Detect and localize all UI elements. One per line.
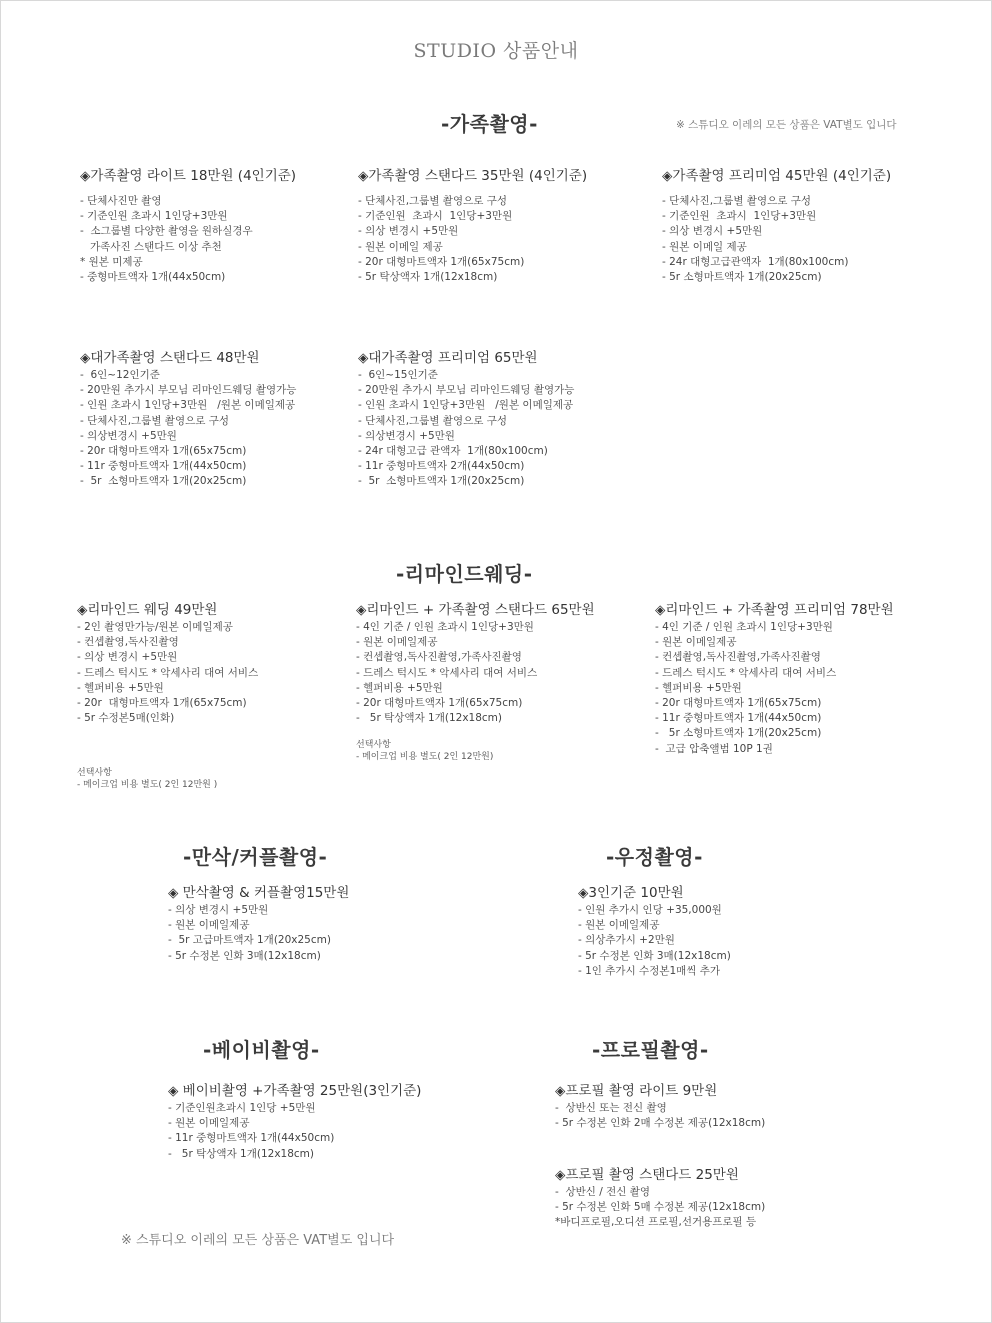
detail-line: - 기준인원 초과시 1인당+3만원 bbox=[80, 210, 228, 223]
section-title-profile: -프로필촬영- bbox=[592, 1038, 709, 1062]
product-profile-light bbox=[555, 1081, 765, 1131]
product-remind-family-premium bbox=[655, 600, 894, 757]
detail-line: - 20r 대형마트액자 1개(65x75cm) bbox=[77, 697, 247, 710]
product-title: ◈프로필 촬영 라이트 9만원 bbox=[555, 1083, 718, 1099]
product-details bbox=[168, 903, 349, 964]
detail-line: - 상반신 / 전신 촬영 bbox=[555, 1186, 651, 1198]
detail-line: - 20만원 추가시 부모님 리마인드웨딩 촬영가능 bbox=[80, 384, 297, 397]
product-title: ◈가족촬영 프리미엄 45만원 (4인기준) bbox=[662, 168, 892, 184]
detail-line: - 5r 수정본 인화 3매(12x18cm) bbox=[578, 949, 731, 962]
detail-line: *바디프로필,오디션 프로필,선거용프로필 등 bbox=[555, 1216, 757, 1229]
detail-line: - 4인 기준 / 인원 초과시 1인당+3만원 bbox=[655, 621, 833, 633]
detail-line: - 20r 대형마트액자 1개(65x75cm) bbox=[358, 255, 525, 268]
detail-line: - 4인 기준 / 인원 초과시 1인당+3만원 bbox=[356, 621, 534, 633]
section-title-friendship: -우정촬영- bbox=[606, 845, 703, 869]
detail-line: - 11r 중형마트액자 2개(44x50cm) bbox=[358, 460, 525, 473]
product-family-premium bbox=[662, 166, 891, 285]
detail-line: - 중형마트액자 1개(44x50cm) bbox=[80, 271, 226, 284]
detail-line: - 헬퍼비용 +5만원 bbox=[77, 681, 164, 694]
product-family-light bbox=[80, 166, 296, 285]
option-label: 선택사항 bbox=[77, 768, 112, 778]
detail-line: - 의상변경시 +5만원 bbox=[358, 429, 455, 442]
product-friendship bbox=[578, 883, 731, 979]
detail-line: - 5r 고급마트액자 1개(20x25cm) bbox=[168, 934, 331, 947]
detail-line: - 단체사진,그룹별 촬영으로 구성 bbox=[358, 195, 507, 207]
detail-line: - 인원 추가시 인당 +35,000원 bbox=[578, 904, 722, 916]
detail-line: - 컨셉촬영,독사진촬영,가족사진촬영 bbox=[655, 651, 821, 664]
detail-line: - 컨셉촬영,독사진촬영 bbox=[77, 636, 179, 649]
product-title: ◈리마인드 + 가족촬영 프리미엄 78만원 bbox=[655, 602, 894, 618]
detail-line: - 단체사진만 촬영 bbox=[80, 195, 162, 207]
product-details bbox=[358, 194, 587, 285]
detail-line: - 2인 촬영만가능/원본 이메일제공 bbox=[77, 621, 233, 633]
detail-line: - 드레스 턱시도 * 악세사리 대여 서비스 bbox=[77, 666, 259, 679]
option-label: 선택사항 bbox=[356, 740, 391, 750]
product-title: ◈ 베이비촬영 +가족촬영 25만원(3인기준) bbox=[168, 1083, 422, 1099]
product-title: ◈리마인드 웨딩 49만원 bbox=[77, 602, 218, 618]
detail-line: - 원본 이메일제공 bbox=[655, 636, 737, 649]
detail-line: - 5r 수정본5매(인화) bbox=[77, 712, 175, 725]
detail-line: - 의상추가시 +2만원 bbox=[578, 934, 675, 947]
detail-line: - 인원 초과시 1인당+3만원 /원본 이메일제공 bbox=[358, 399, 574, 412]
product-details bbox=[555, 1185, 765, 1231]
detail-line: - 컨셉촬영,독사진촬영,가족사진촬영 bbox=[356, 651, 522, 664]
detail-line: - 의상 변경시 +5만원 bbox=[662, 225, 763, 238]
product-details bbox=[358, 368, 574, 490]
detail-line: - 24r 대형고급 관액자 1개(80x100cm) bbox=[358, 445, 548, 458]
detail-line: - 24r 대형고급관액자 1개(80x100cm) bbox=[662, 255, 849, 268]
detail-line: - 의상변경시 +5만원 bbox=[80, 429, 177, 442]
option-note-remind-family bbox=[356, 739, 493, 763]
product-baby bbox=[168, 1081, 421, 1162]
detail-line: - 원본 이메일제공 bbox=[168, 919, 250, 932]
detail-line: - 드레스 턱시도 * 악세사리 대여 서비스 bbox=[655, 666, 837, 679]
detail-line: - 20r 대형마트액자 1개(65x75cm) bbox=[80, 445, 247, 458]
detail-line: - 의상 변경시 +5만원 bbox=[168, 904, 269, 916]
detail-line: - 단체사진,그룹별 촬영으로 구성 bbox=[80, 414, 229, 427]
detail-line: - 소그룹별 다양한 촬영을 원하실경우 bbox=[80, 225, 253, 238]
product-big-family-standard bbox=[80, 348, 296, 490]
section-title-couple: -만삭/커플촬영- bbox=[183, 845, 328, 869]
detail-line: - 5r 소형마트액자 1개(20x25cm) bbox=[358, 475, 525, 488]
option-text: - 메이크업 비용 별도( 2인 12만원 ) bbox=[77, 780, 218, 790]
detail-line: - 원본 이메일 제공 bbox=[662, 240, 747, 253]
detail-line: - 11r 중형마트액자 1개(44x50cm) bbox=[655, 712, 822, 725]
detail-line: - 헬퍼비용 +5만원 bbox=[655, 681, 742, 694]
detail-line: - 1인 추가시 수정본1매씩 추가 bbox=[578, 964, 721, 977]
detail-line: - 5r 탁상액자 1개(12x18cm) bbox=[356, 712, 502, 725]
product-title: ◈3인기준 10만원 bbox=[578, 885, 684, 901]
product-title: ◈가족촬영 라이트 18만원 (4인기준) bbox=[80, 168, 297, 184]
detail-line: - 단체사진,그룹별 촬영으로 구성 bbox=[358, 414, 507, 427]
detail-line: - 고급 압축앨범 10P 1권 bbox=[655, 742, 773, 755]
detail-line: - 인원 초과시 1인당+3만원 /원본 이메일제공 bbox=[80, 399, 296, 412]
detail-line: 가족사진 스탠다드 이상 추천 bbox=[80, 240, 222, 253]
product-details bbox=[80, 368, 296, 490]
section-title-family: -가족촬영- bbox=[441, 112, 538, 136]
page-title: STUDIO 상품안내 bbox=[413, 40, 579, 62]
detail-line: - 6인~15인기준 bbox=[358, 369, 438, 381]
product-remind-family-standard bbox=[356, 600, 595, 726]
detail-line: - 5r 소형마트액자 1개(20x25cm) bbox=[655, 727, 822, 740]
detail-line: - 20r 대형마트액자 1개(65x75cm) bbox=[356, 697, 523, 710]
product-title: ◈대가족촬영 스탠다드 48만원 bbox=[80, 350, 260, 366]
detail-line: - 5r 수정본 인화 3매(12x18cm) bbox=[168, 949, 321, 962]
product-details bbox=[80, 194, 296, 285]
product-big-family-premium bbox=[358, 348, 574, 490]
product-title: ◈대가족촬영 프리미엄 65만원 bbox=[358, 350, 538, 366]
product-family-standard bbox=[358, 166, 587, 285]
product-details bbox=[356, 620, 595, 726]
product-details bbox=[77, 620, 258, 726]
detail-line: - 단체사진,그룹별 촬영으로 구성 bbox=[662, 195, 811, 207]
product-title: ◈ 만삭촬영 & 커플촬영15만원 bbox=[168, 885, 350, 901]
section-title-baby: -베이비촬영- bbox=[203, 1038, 320, 1062]
section-title-remind: -리마인드웨딩- bbox=[396, 562, 533, 586]
detail-line: - 5r 소형마트액자 1개(20x25cm) bbox=[662, 271, 822, 284]
detail-line: - 5r 탁상액자 1개(12x18cm) bbox=[358, 271, 498, 284]
option-note-remind-wedding bbox=[77, 767, 217, 791]
detail-line: * 원본 미제공 bbox=[80, 255, 143, 268]
vat-note-top: ※ 스튜디오 이레의 모든 상품은 VAT별도 입니다 bbox=[676, 119, 897, 131]
detail-line: - 원본 이메일제공 bbox=[356, 636, 438, 649]
vat-note-bottom: ※ 스튜디오 이레의 모든 상품은 VAT별도 입니다 bbox=[121, 1233, 395, 1248]
detail-line: - 20만원 추가시 부모님 리마인드웨딩 촬영가능 bbox=[358, 384, 575, 397]
detail-line: - 5r 수정본 인화 2매 수정본 제공(12x18cm) bbox=[555, 1117, 766, 1130]
detail-line: - 헬퍼비용 +5만원 bbox=[356, 681, 443, 694]
detail-line: - 6인~12인기준 bbox=[80, 369, 160, 381]
product-details bbox=[168, 1101, 421, 1162]
detail-line: - 원본 이메일 제공 bbox=[358, 240, 443, 253]
detail-line: - 5r 수정본 인화 5매 수정본 제공(12x18cm) bbox=[555, 1201, 766, 1214]
detail-line: - 상반신 또는 전신 촬영 bbox=[555, 1102, 667, 1114]
detail-line: - 5r 탁상액자 1개(12x18cm) bbox=[168, 1147, 314, 1160]
detail-line: - 기준인원 초과시 1인당+3만원 bbox=[358, 210, 513, 223]
option-text: - 메이크업 비용 별도( 2인 12만원) bbox=[356, 752, 494, 762]
detail-line: - 11r 중형마트액자 1개(44x50cm) bbox=[80, 460, 247, 473]
detail-line: - 원본 이메일제공 bbox=[168, 1117, 250, 1130]
product-title: ◈리마인드 + 가족촬영 스탠다드 65만원 bbox=[356, 602, 595, 618]
detail-line: - 의상 변경시 +5만원 bbox=[77, 651, 178, 664]
product-profile-standard bbox=[555, 1165, 765, 1231]
detail-line: - 드레스 턱시도 * 악세사리 대여 서비스 bbox=[356, 666, 538, 679]
detail-line: - 5r 소형마트액자 1개(20x25cm) bbox=[80, 475, 247, 488]
product-title: ◈프로필 촬영 스탠다드 25만원 bbox=[555, 1167, 739, 1183]
detail-line: - 20r 대형마트액자 1개(65x75cm) bbox=[655, 697, 822, 710]
product-title: ◈가족촬영 스탠다드 35만원 (4인기준) bbox=[358, 168, 588, 184]
detail-line: - 11r 중형마트액자 1개(44x50cm) bbox=[168, 1132, 335, 1145]
detail-line: - 원본 이메일제공 bbox=[578, 919, 660, 932]
detail-line: - 기준인원 초과시 1인당+3만원 bbox=[662, 210, 817, 223]
product-remind-wedding bbox=[77, 600, 258, 726]
detail-line: - 기준인원초과시 1인당 +5만원 bbox=[168, 1102, 316, 1114]
product-details bbox=[555, 1101, 765, 1131]
product-details bbox=[655, 620, 894, 757]
product-couple bbox=[168, 883, 349, 964]
product-details bbox=[662, 194, 891, 285]
detail-line: - 의상 변경시 +5만원 bbox=[358, 225, 459, 238]
product-details bbox=[578, 903, 731, 979]
